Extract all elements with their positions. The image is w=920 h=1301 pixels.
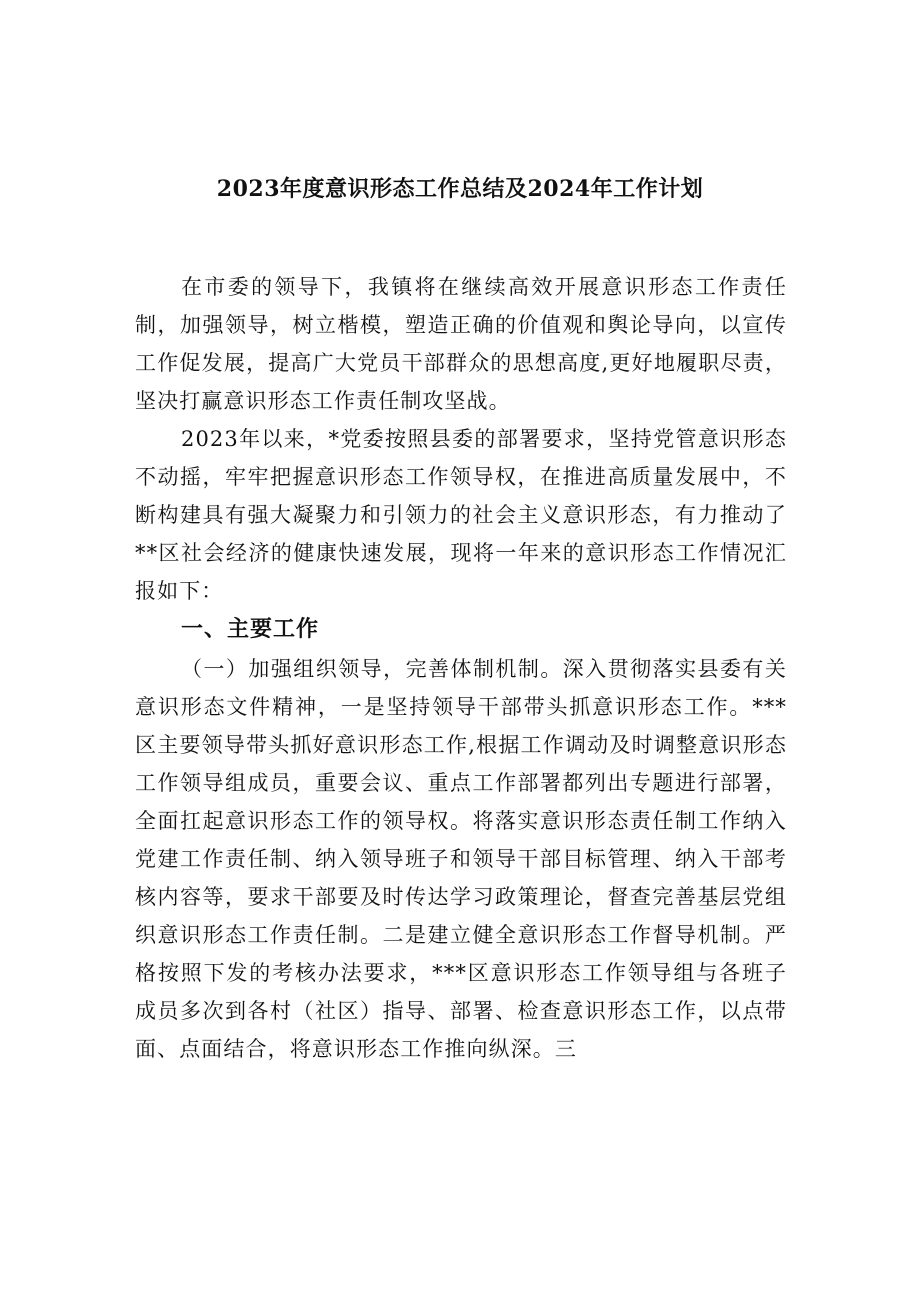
- paragraph-intro: 在市委的领导下，我镇将在继续高效开展意识形态工作责任制，加强领导，树立楷模，塑造正确的价值观和舆论导向，以宣传工作促发展，提高广大党员干部群众的思想高度,更好地履职尽责，坚决打赢意识形态工作责任制攻坚战。: [135, 275, 787, 413]
- paragraph-organization-leadership: （一）加强组织领导，完善体制机制。深入贯彻落实县委有关意识形态文件精神，一是坚持领导干部带头抓意识形态工作。***区主要领导带头抓好意识形态工作,根据工作调动及时调整意识形态工作领导组成员，重要会议、重点工作部署都列出专题进行部署，全面扛起意识形态工作的领导权。将落实意识形态责任制工作纳入党建工作责任制、纳入领导班子和领导干部目标管理、纳入干部考核内容等，要求干部要及时传达学习政策理论，督查完善基层党组织意识形态工作责任制。二是建立健全意识形态工作督导机制。严格按照下发的考核办法要求，***区意识形态工作领导组与各班子成员多次到各村（社区）指导、部署、检查意识形态工作，以点带面、点面结合，将意识形态工作推向纵深。三: [135, 657, 787, 1061]
- document-title: 2023年度意识形态工作总结及2024年工作计划: [216, 176, 704, 202]
- section-heading-main-work: 一、主要工作: [181, 617, 320, 642]
- paragraph-summary: 2023年以来，*党委按照县委的部署要求，坚持党管意识形态不动摇，牢牢把握意识形态工作领导权，在推进高质量发展中，不断构建具有强大凝聚力和引领力的社会主义意识形态，有力推动了**区社会经济的健康快速发展，现将一年来的意识形态工作情况汇报如下：: [135, 427, 787, 603]
- document-body: [135, 268, 787, 1068]
